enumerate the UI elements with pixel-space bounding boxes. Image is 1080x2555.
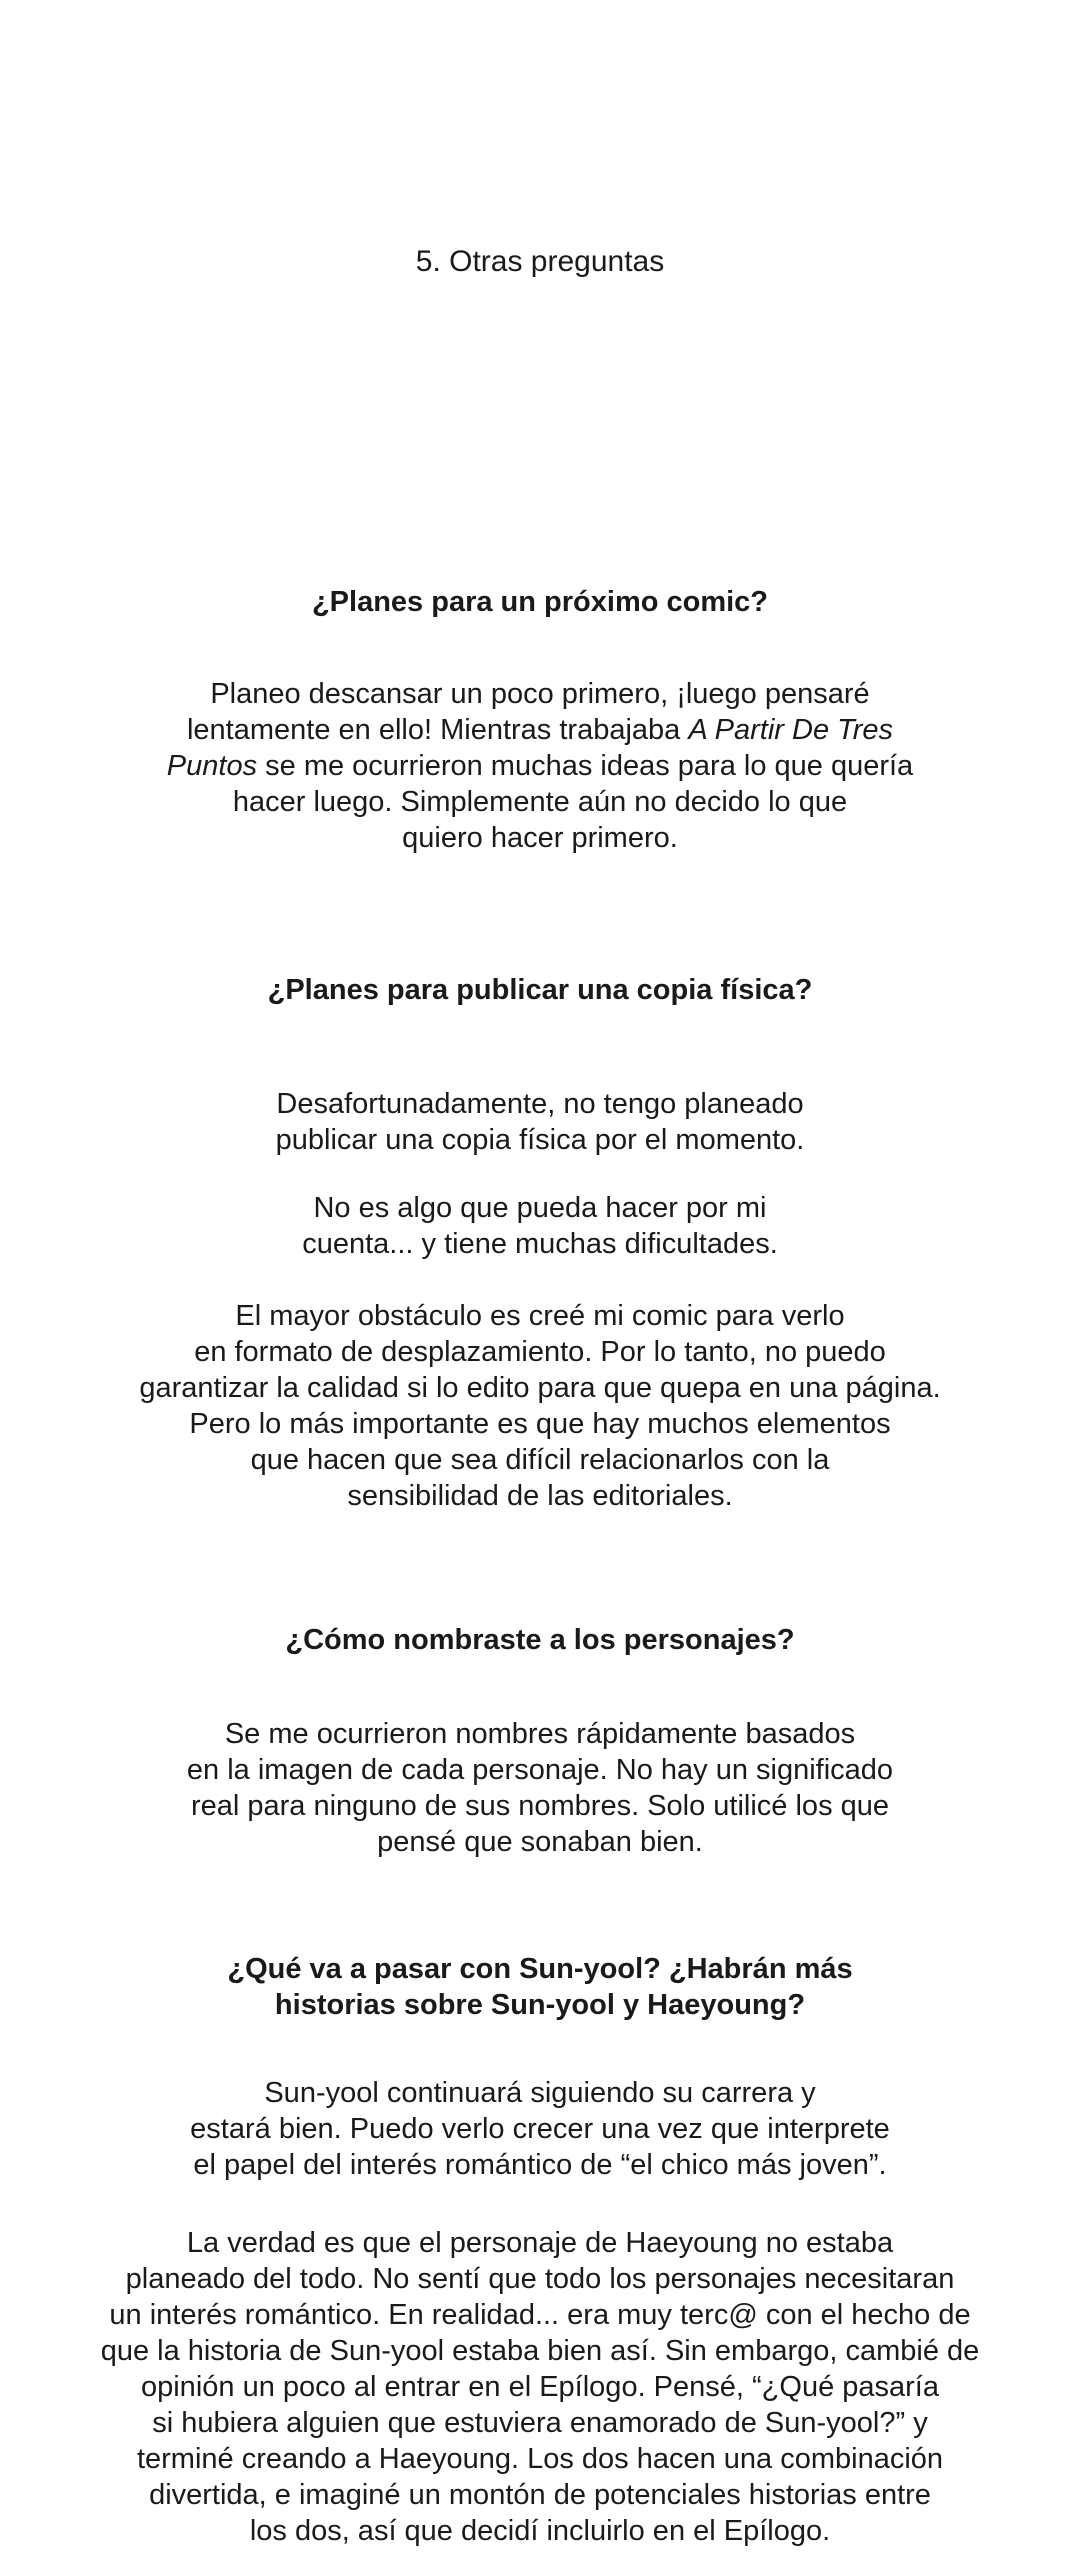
answer-line: Sun-yool continuará siguiendo su carrera y: [264, 2077, 816, 2109]
answer-line: en la imagen de cada personaje. No hay un significado: [186, 1754, 894, 1786]
answer-line: pensé que sonaban bien.: [377, 1826, 703, 1858]
answer-line: un interés romántico. En realidad... era muy terc@ con el hecho de: [109, 2299, 971, 2331]
answer-line: que hacen que sea difícil relacionarlos con la: [250, 1444, 830, 1476]
answer-line: en formato de desplazamiento. Por lo tanto, no puedo: [194, 1336, 886, 1368]
answer-line: planeado del todo. No sentí que todo los personajes necesitaran: [125, 2263, 955, 2295]
question-text: historias sobre Sun-yool y Haeyoung?: [274, 1989, 806, 2021]
answer-sun-yool-p2: [0, 2225, 1080, 2549]
section-title: [0, 244, 1080, 280]
question-text: ¿Cómo nombraste a los personajes?: [285, 1624, 795, 1656]
answer-line: los dos, así que decidí incluirlo en el Epílogo.: [249, 2515, 831, 2547]
answer-sun-yool-p1: [0, 2075, 1080, 2183]
answer-physical-copy-p1: [0, 1086, 1080, 1158]
answer-physical-copy-p2: [0, 1190, 1080, 1262]
answer-line: Pero lo más importante es que hay muchos elementos: [189, 1408, 891, 1440]
answer-line: garantizar la calidad si lo edito para que quepa en una página.: [139, 1372, 941, 1404]
comic-title-text: Puntos: [166, 750, 258, 782]
answer-line: quiero hacer primero.: [402, 822, 678, 854]
answer-line: sensibilidad de las editoriales.: [347, 1480, 733, 1512]
answer-line: No es algo que pueda hacer por mi: [313, 1192, 767, 1224]
answer-line: [0, 748, 1080, 784]
question-sun-yool: [0, 1951, 1080, 2023]
question-next-comic: [0, 584, 1080, 620]
comic-title-text: A Partir De Tres: [688, 714, 893, 746]
question-physical-copy: [0, 972, 1080, 1008]
answer-line: El mayor obstáculo es creé mi comic para verlo: [235, 1300, 845, 1332]
question-character-names: [0, 1622, 1080, 1658]
question-text: ¿Planes para un próximo comic?: [311, 586, 769, 618]
answer-line: Desafortunadamente, no tengo planeado: [276, 1088, 804, 1120]
answer-line: terminé creando a Haeyoung. Los dos hacen una combinación: [136, 2443, 944, 2475]
answer-line: el papel del interés romántico de “el chico más joven”.: [193, 2149, 887, 2181]
answer-line: Se me ocurrieron nombres rápidamente basados: [224, 1718, 856, 1750]
answer-character-names: [0, 1716, 1080, 1860]
answer-physical-copy-p3: [0, 1298, 1080, 1514]
answer-line: estará bien. Puedo verlo crecer una vez que interprete: [190, 2113, 890, 2145]
answer-line: [0, 712, 1080, 748]
answer-next-comic: [0, 676, 1080, 856]
answer-line: divertida, e imaginé un montón de potenciales historias entre: [149, 2479, 931, 2511]
section-title-text: 5. Otras preguntas: [415, 245, 665, 278]
question-text: ¿Qué va a pasar con Sun-yool? ¿Habrán más: [227, 1953, 853, 1985]
question-text: ¿Planes para publicar una copia física?: [267, 974, 813, 1006]
answer-line: La verdad es que el personaje de Haeyoung no estaba: [186, 2227, 894, 2259]
answer-line: hacer luego. Simplemente aún no decido lo que: [232, 786, 848, 818]
answer-line: cuenta... y tiene muchas dificultades.: [302, 1228, 778, 1260]
answer-line-text: se me ocurrieron muchas ideas para lo que quería: [257, 750, 914, 782]
answer-line: que la historia de Sun-yool estaba bien así. Sin embargo, cambié de: [100, 2335, 980, 2367]
answer-line: real para ninguno de sus nombres. Solo utilicé los que: [190, 1790, 890, 1822]
answer-line: publicar una copia física por el momento.: [275, 1124, 805, 1156]
answer-line: opinión un poco al entrar en el Epílogo. Pensé, “¿Qué pasaría: [140, 2371, 939, 2403]
answer-line: si hubiera alguien que estuviera enamorado de Sun-yool?” y: [152, 2407, 928, 2439]
answer-line-text: lentamente en ello! Mientras trabajaba: [186, 714, 689, 746]
answer-line: Planeo descansar un poco primero, ¡luego pensaré: [210, 678, 870, 710]
